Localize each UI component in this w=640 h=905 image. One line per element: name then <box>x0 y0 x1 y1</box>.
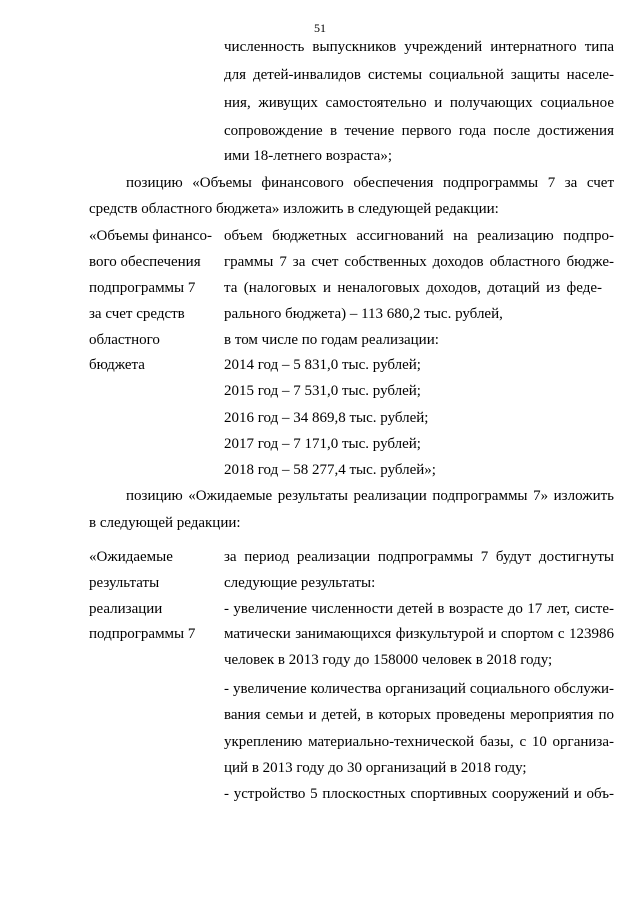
text-line: сопровождение в течение первого года после достижения <box>224 123 614 139</box>
funding-value-line: 2015 год – 7 531,0 тыс. рублей; <box>224 383 421 399</box>
text-line: ния, живущих самостоятельно и получающих социальное <box>224 95 614 111</box>
funding-value-line: 2016 год – 34 869,8 тыс. рублей; <box>224 410 429 426</box>
results-value-line: вания семьи и детей, в которых проведены мероприятия по <box>224 707 614 723</box>
funding-label-line: областного <box>89 332 160 348</box>
funding-value-line: 2018 год – 58 277,4 тыс. рублей»; <box>224 462 436 478</box>
funding-label-line: за счет средств <box>89 306 185 322</box>
paragraph-line: позицию «Объемы финансового обеспечения подпрограммы 7 за счет <box>126 175 614 191</box>
funding-label-line: бюджета <box>89 357 145 373</box>
results-value-line: - устройство 5 плоскостных спортивных сооружений и объ- <box>224 786 614 802</box>
funding-label-line: подпрограммы 7 <box>89 280 196 296</box>
results-label-line: результаты <box>89 575 160 591</box>
results-value-line: - увеличение количества организаций социального обслужи- <box>224 681 614 697</box>
text-line: ими 18-летнего возраста»; <box>224 148 392 164</box>
results-value-line: - увеличение численности детей в возрасте до 17 лет, систе- <box>224 601 614 617</box>
results-label-line: реализации <box>89 601 163 617</box>
results-value-line: ций в 2013 году до 30 организаций в 2018 году; <box>224 760 527 776</box>
results-value-line: за период реализации подпрограммы 7 будут достигнуты <box>224 549 614 565</box>
funding-value-line: объем бюджетных ассигнований на реализацию подпро- <box>224 228 614 244</box>
paragraph-line: средств областного бюджета» изложить в следующей редакции: <box>89 201 499 217</box>
text-line: численность выпускников учреждений интернатного типа <box>224 39 614 55</box>
text-line: для детей-инвалидов системы социальной защиты населе- <box>224 67 614 83</box>
funding-value-line: та (налоговых и неналоговых доходов, дотаций из феде- <box>224 280 602 296</box>
results-label-line: подпрограммы 7 <box>89 626 196 642</box>
funding-value-line: 2014 год – 5 831,0 тыс. рублей; <box>224 357 421 373</box>
results-value-line: следующие результаты: <box>224 575 376 591</box>
funding-value-line: в том числе по годам реализации: <box>224 332 439 348</box>
funding-label-line: «Объемы финансо- <box>89 228 212 244</box>
results-value-line: человек в 2013 году до 158000 человек в 2018 году; <box>224 652 553 668</box>
paragraph-line: позицию «Ожидаемые результаты реализации подпрограммы 7» изложить <box>126 488 614 504</box>
funding-value-line: граммы 7 за счет собственных доходов областного бюдже- <box>224 254 614 270</box>
results-value-line: укреплению материально-технической базы, с 10 организа- <box>224 734 614 750</box>
results-value-line: матически занимающихся физкультурой и спортом с 123986 <box>224 626 614 642</box>
funding-label-line: вого обеспечения <box>89 254 201 270</box>
funding-value-line: рального бюджета) – 113 680,2 тыс. рублей, <box>224 306 503 322</box>
paragraph-line: в следующей редакции: <box>89 515 241 531</box>
page-number: 51 <box>314 21 326 35</box>
funding-value-line: 2017 год – 7 171,0 тыс. рублей; <box>224 436 421 452</box>
results-label-line: «Ожидаемые <box>89 549 173 565</box>
